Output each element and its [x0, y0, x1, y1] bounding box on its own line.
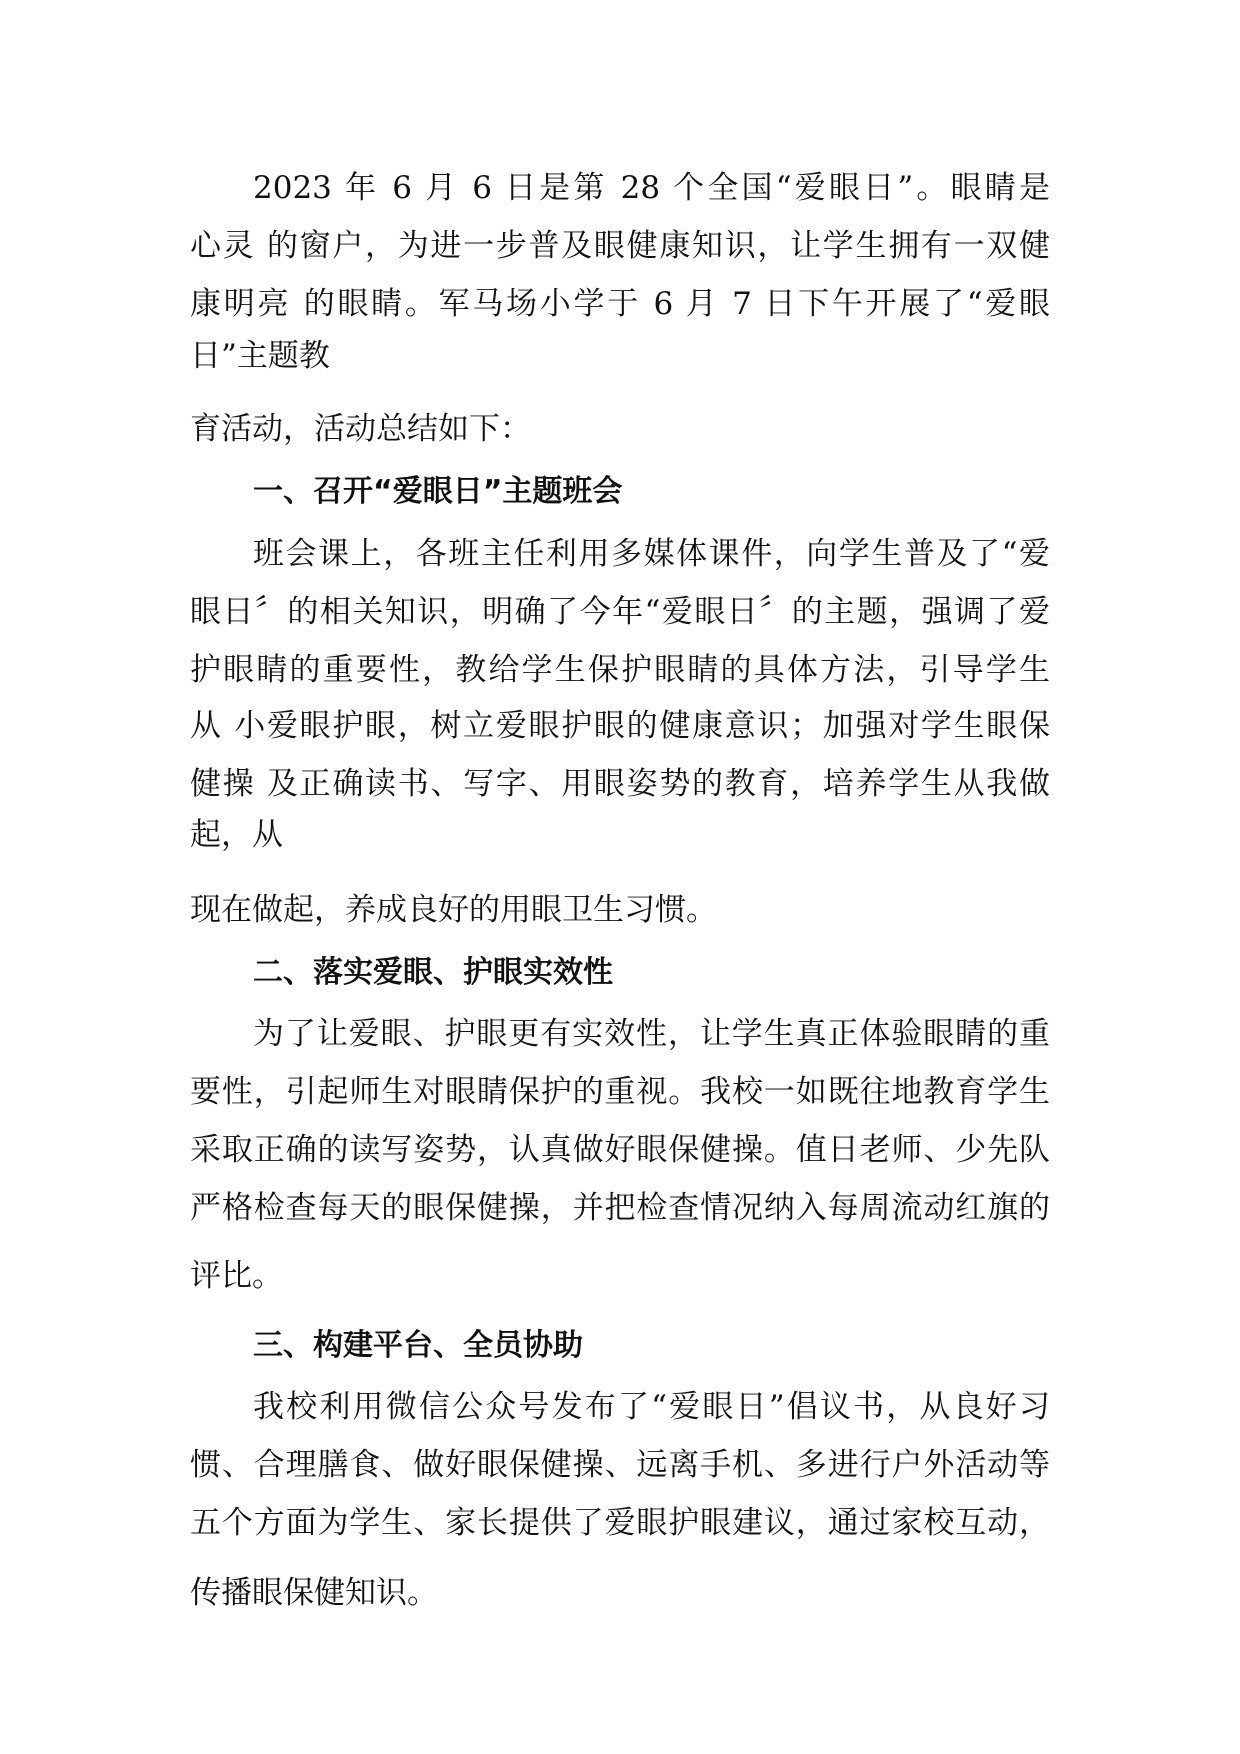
intro-line-4: 日”主题教 [190, 338, 330, 374]
intro-line-5: 育活动，活动总结如下： [190, 411, 531, 447]
section-3-line-2: 惯、合理膳食、做好眼保健操、远离手机、多进行户外活动等 [190, 1447, 1050, 1483]
section-1-line-4: 从 小爱眼护眼，树立爱眼护眼的健康意识；加强对学生眼保 [190, 708, 1050, 744]
intro-line-1: 2023 年 6 月 6 日是第 28 个全国“爱眼日”。眼睛是 [253, 170, 1050, 206]
intro-line-3: 康明亮 的眼睛。军马场小学于 6 月 7 日下午开展了“爱眼 [190, 286, 1050, 322]
section-1-line-1: 班会课上，各班主任利用多媒体课件，向学生普及了“爱 [253, 536, 1050, 572]
section-2-line-4: 严格检查每天的眼保健操，并把检查情况纳入每周流动红旗的 [190, 1190, 1050, 1226]
intro-line-2: 心灵 的窗户，为进一步普及眼健康知识，让学生拥有一双健 [190, 228, 1050, 264]
section-3-line-4: 传播眼保健知识。 [190, 1575, 438, 1611]
section-2-line-5: 评比。 [190, 1258, 283, 1294]
section-3-line-3: 五个方面为学生、家长提供了爱眼护眼建议，通过家校互动， [190, 1505, 1050, 1541]
section-3-line-1: 我校利用微信公众号发布了“爱眼日”倡议书，从良好习 [253, 1389, 1050, 1425]
section-2-line-2: 要性，引起师生对眼睛保护的重视。我校一如既往地教育学生 [190, 1074, 1050, 1110]
section-1-line-3: 护眼睛的重要性，教给学生保护眼睛的具体方法，引导学生 [190, 652, 1050, 688]
section-3-heading: 三、构建平台、全员协助 [253, 1328, 583, 1363]
section-1-heading: 一、召开“爱眼日”主题班会 [253, 474, 623, 509]
section-1-line-5: 健操 及正确读书、写字、用眼姿势的教育，培养学生从我做 [190, 766, 1050, 802]
section-1-line-2: 眼日〞的相关知识，明确了今年“爱眼日〞的主题，强调了爱 [190, 594, 1050, 630]
section-1-line-7: 现在做起，养成良好的用眼卫生习惯。 [190, 892, 717, 928]
section-2-heading: 二、落实爱眼、护眼实效性 [253, 955, 613, 990]
section-1-line-6: 起，从 [190, 817, 283, 853]
section-2-line-1: 为了让爱眼、护眼更有实效性，让学生真正体验眼睛的重 [253, 1016, 1050, 1052]
section-2-line-3: 采取正确的读写姿势，认真做好眼保健操。值日老师、少先队 [190, 1132, 1050, 1168]
